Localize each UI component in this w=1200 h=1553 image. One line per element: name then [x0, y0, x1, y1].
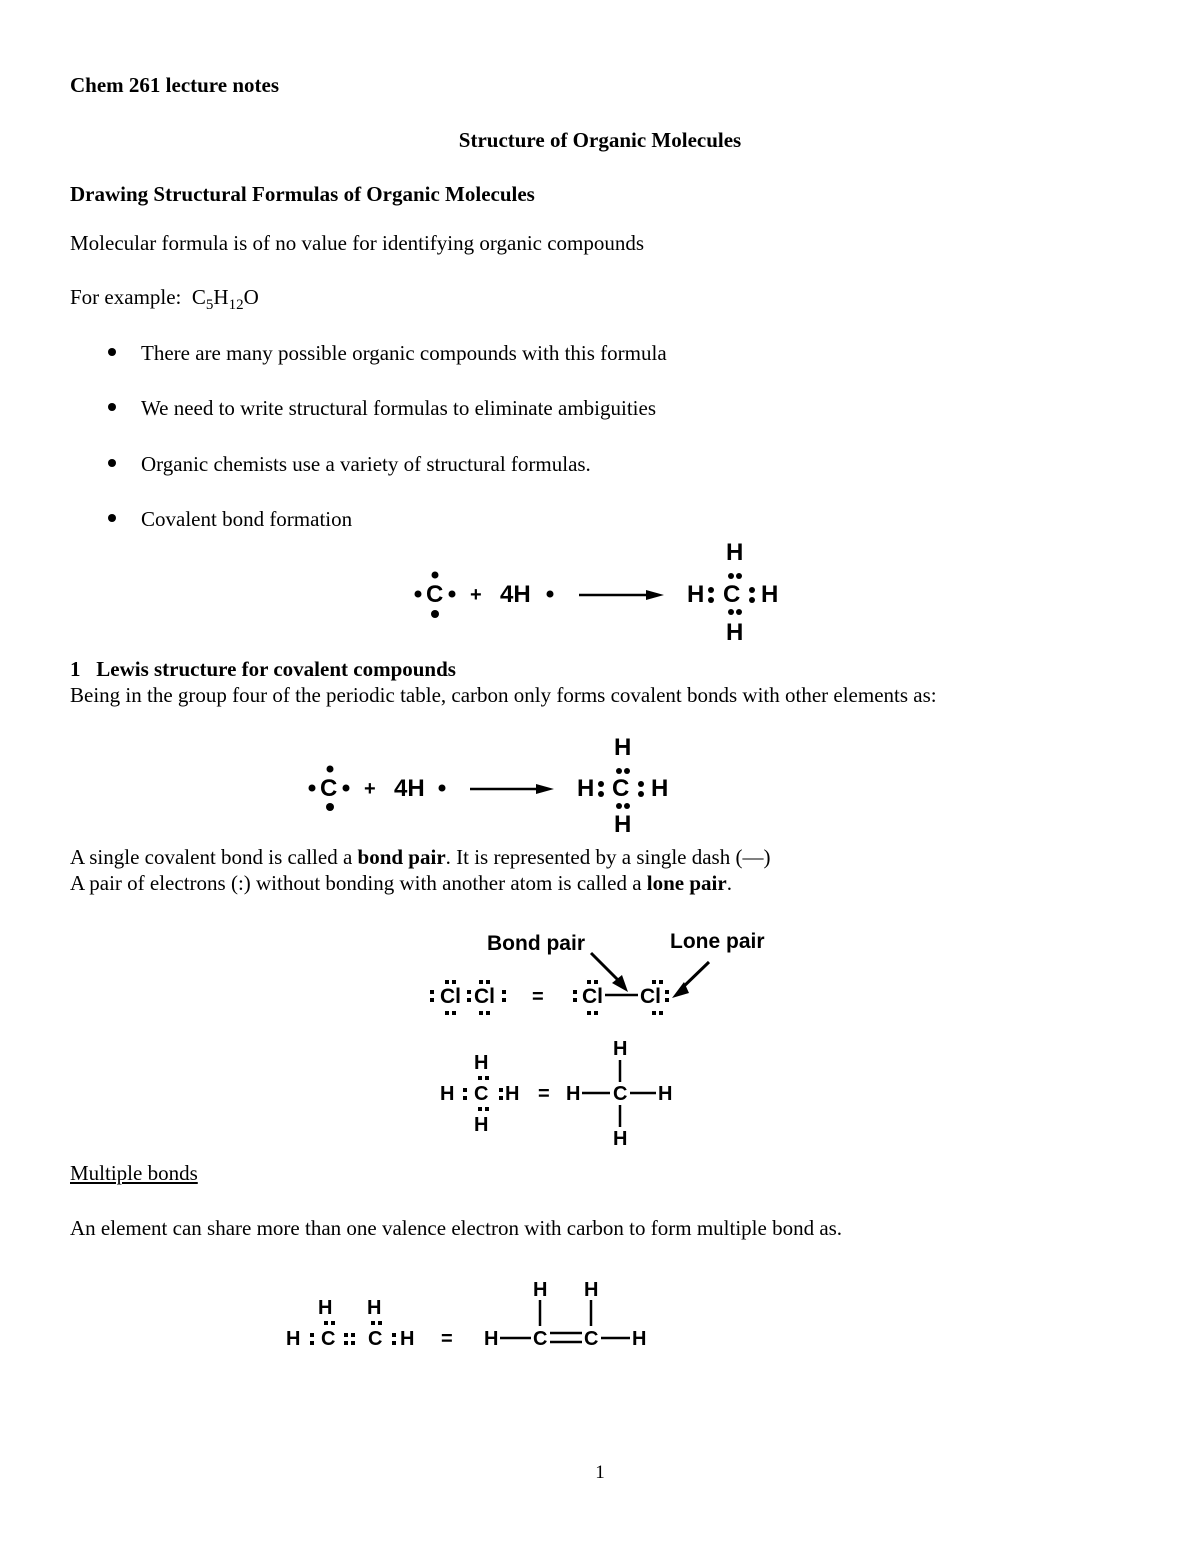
lone-pair-text: A pair of electrons (:) without bonding with another atom is called a — [70, 871, 647, 895]
equals-sign: = — [441, 1328, 453, 1350]
example-formula: $C_5H_{12}O$ — [191, 285, 259, 314]
svg-text:H: H — [400, 1328, 415, 1350]
page-number: 1 — [595, 1462, 605, 1483]
bond-pair-text-end: . It is represented by a single dash (—) — [445, 845, 771, 869]
svg-text:C: C — [723, 581, 741, 608]
svg-text:C: C — [612, 775, 630, 802]
section1-text: Being in the group four of the periodic table, carbon only forms covalent bonds with other elements as: — [70, 683, 937, 707]
svg-text:H: H — [632, 1328, 647, 1350]
bond-pair-term: bond pair — [357, 845, 446, 869]
svg-text:C: C — [320, 775, 338, 802]
lone-pair-text-end: . — [726, 871, 732, 895]
section1-title: Lewis structure for covalent compounds — [96, 657, 456, 681]
svg-text:H: H — [577, 775, 595, 802]
section-heading: Drawing Structural Formulas of Organic Molecules — [70, 182, 535, 206]
svg-text:Cl: Cl — [474, 985, 495, 1008]
svg-text:H: H — [614, 811, 632, 838]
svg-text:C: C — [426, 581, 444, 608]
svg-text:C: C — [533, 1328, 548, 1350]
svg-text:C: C — [474, 1083, 489, 1105]
svg-text:H: H — [318, 1297, 333, 1319]
svg-text:H: H — [484, 1328, 499, 1350]
svg-text:H: H — [761, 581, 779, 608]
equals-sign: = — [532, 986, 544, 1008]
svg-text:Cl: Cl — [640, 985, 661, 1008]
svg-text:H: H — [440, 1083, 455, 1105]
multiple-bonds-text: An element can share more than one valence electron with carbon to form multiple bond as. — [70, 1216, 843, 1240]
bullet-item: We need to write structural formulas to eliminate ambiguities — [141, 396, 656, 420]
lone-pair-label: Lone pair — [670, 930, 765, 953]
svg-text:H: H — [286, 1328, 301, 1350]
equals-sign: = — [538, 1083, 550, 1105]
svg-text:C: C — [321, 1328, 336, 1350]
hydrogen-coefficient: 4H — [500, 581, 531, 608]
svg-text:Cl: Cl — [440, 985, 461, 1008]
svg-text:C: C — [613, 1083, 628, 1105]
svg-text:H: H — [613, 1128, 628, 1150]
ethene-lewis-dots — [286, 1297, 414, 1350]
svg-text:H: H — [687, 581, 705, 608]
svg-text:C: C — [584, 1328, 599, 1350]
bullet-item: There are many possible organic compounds with this formula — [141, 341, 667, 365]
svg-text:H: H — [613, 1038, 628, 1060]
bond-pair-label: Bond pair — [487, 932, 585, 955]
svg-text:H: H — [367, 1297, 382, 1319]
svg-text:H: H — [505, 1083, 520, 1105]
section1-number: 1 — [70, 657, 81, 681]
example-prefix: For example: — [70, 285, 182, 309]
lone-pair-term: lone pair — [646, 871, 727, 895]
svg-text:H: H — [474, 1114, 489, 1136]
plus-sign: + — [470, 584, 482, 606]
intro-text: Molecular formula is of no value for identifying organic compounds — [70, 231, 645, 255]
svg-text:H: H — [533, 1279, 548, 1301]
svg-text:H: H — [658, 1083, 673, 1105]
svg-text:H: H — [584, 1279, 599, 1301]
svg-text:Cl: Cl — [582, 985, 603, 1008]
svg-text:C: C — [368, 1328, 383, 1350]
svg-text:H: H — [651, 775, 669, 802]
ethene-dash-structure — [484, 1279, 646, 1350]
plus-sign: + — [364, 778, 376, 800]
svg-text:H: H — [566, 1083, 581, 1105]
svg-text:H: H — [726, 539, 744, 566]
svg-text:H: H — [614, 734, 632, 761]
svg-text:H: H — [474, 1052, 489, 1074]
page-title: Structure of Organic Molecules — [458, 128, 742, 152]
bullet-item: Organic chemists use a variety of structural formulas. — [141, 452, 591, 476]
hydrogen-coefficient: 4H — [394, 775, 425, 802]
multiple-bonds-heading: Multiple bonds — [70, 1161, 198, 1185]
course-header: Chem 261 lecture notes — [70, 73, 279, 97]
bullet-item: Covalent bond formation — [141, 507, 353, 531]
bond-pair-text: A single covalent bond is called a — [70, 845, 358, 869]
svg-text:H: H — [726, 619, 744, 646]
